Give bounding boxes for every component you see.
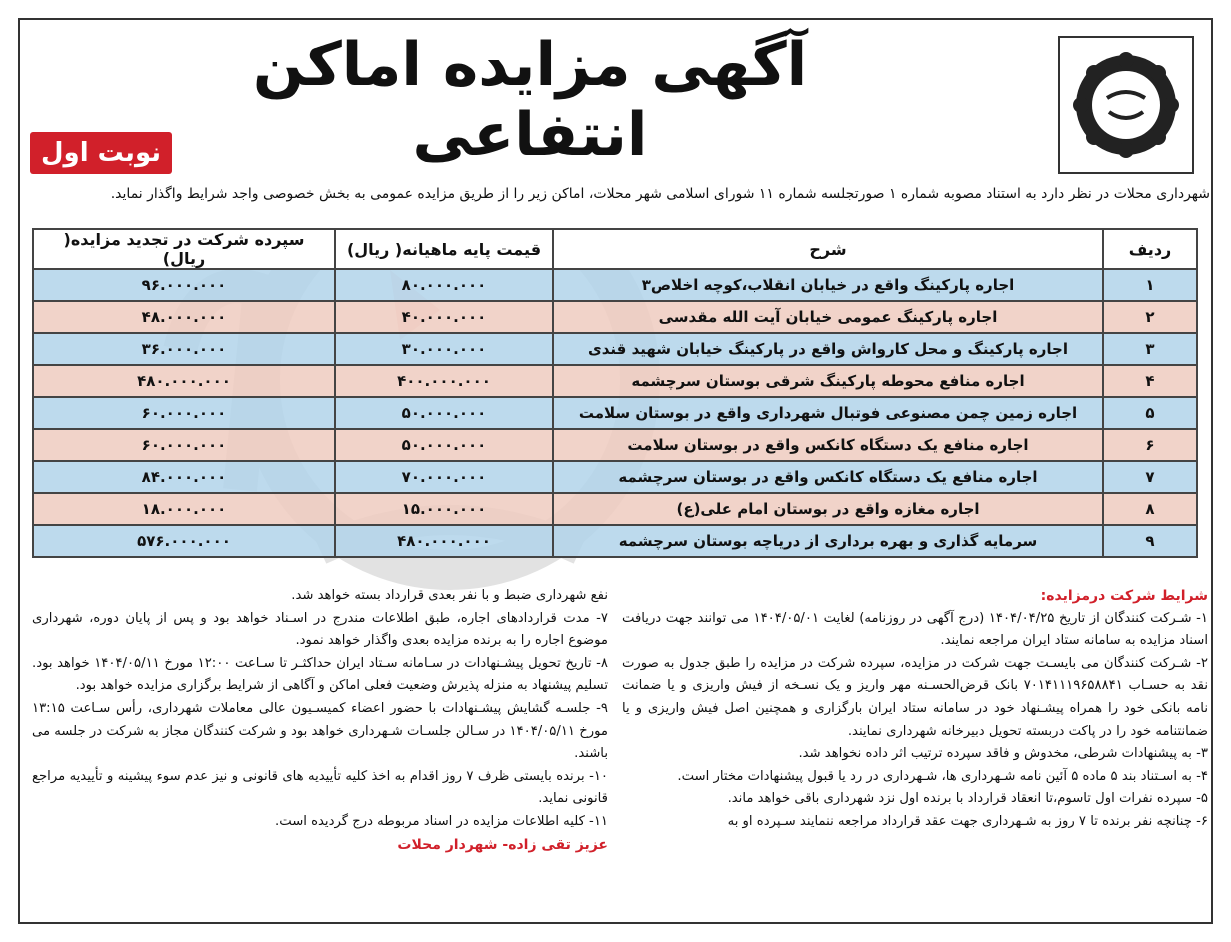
row-base-price: ۴۸۰.۰۰۰.۰۰۰ <box>335 525 553 557</box>
table-row <box>33 333 1197 365</box>
municipality-logo <box>1058 36 1194 174</box>
condition-item: ۵- سپرده نفرات اول تاسوم،تا انعقاد قرارداد با برنده اول نزد شهرداری باقی خواهد ماند. <box>727 791 1208 807</box>
row-desc: اجاره پارکینگ و محل کارواش واقع در پارکینگ خیابان شهید قندی <box>553 333 1103 365</box>
row-base-price: ۷۰.۰۰۰.۰۰۰ <box>335 461 553 493</box>
auction-table <box>32 228 1198 558</box>
condition-item: ۹- جلسـه گشایش پیشـنهادات با حضور اعضاء کمیسـیون عالی معاملات شهرداری، رأس سـاعت ۱۳:۱۵ مورخ ۱۴۰۴/۰۵/۱۱ در سـالن جلسـات شـهرداری خواهد بود و شرکت کنندگان مجاز به شرکت در جلسه می باشند. <box>32 700 608 762</box>
condition-item: ۸- تاریخ تحویل پیشـنهادات در سـامانه سـتاد ایران حداکثـر تا سـاعت ۱۲:۰۰ مورخ ۱۴۰۴/۰۵/۱۱ خواهد بود. تسلیم پیشنهاد به منزله پذیرش وضعیت فعلی اماکن و آگاهی از شرایط برگزاری مزایده خواهد بود. <box>32 655 608 694</box>
row-base-price: ۵۰.۰۰۰.۰۰۰ <box>335 429 553 461</box>
row-desc: اجاره پارکینگ واقع در خیابان انقلاب،کوچه اخلاص۳ <box>553 269 1103 301</box>
row-desc: اجاره مغازه واقع در بوستان امام علی(ع) <box>553 493 1103 525</box>
row-deposit: ۶۰.۰۰۰.۰۰۰ <box>33 397 335 429</box>
row-base-price: ۵۰.۰۰۰.۰۰۰ <box>335 397 553 429</box>
row-deposit: ۴۸۰.۰۰۰.۰۰۰ <box>33 365 335 397</box>
table-row <box>33 365 1197 397</box>
row-deposit: ۵۷۶.۰۰۰.۰۰۰ <box>33 525 335 557</box>
mayor-signature: عزیز تقی زاده- شهردار محلات <box>397 836 608 853</box>
row-base-price: ۴۰۰.۰۰۰.۰۰۰ <box>335 365 553 397</box>
row-index: ۷ <box>1103 461 1197 493</box>
row-base-price: ۳۰.۰۰۰.۰۰۰ <box>335 333 553 365</box>
col-header-index: ردیف <box>1103 229 1197 269</box>
row-deposit: ۱۸.۰۰۰.۰۰۰ <box>33 493 335 525</box>
row-deposit: ۶۰.۰۰۰.۰۰۰ <box>33 429 335 461</box>
table-row <box>33 525 1197 557</box>
intro-paragraph: شهرداری محلات در نظر دارد به استناد مصوبه شماره ۱ صورتجلسه شماره ۱۱ شورای اسلامی شهر محلات، اماکن زیر را از طریق مزایده عمومی به بخش خصوصی واجد شرایط واگذار نماید. <box>110 186 1210 202</box>
row-index: ۳ <box>1103 333 1197 365</box>
condition-item: ۳- به پیشنهادات شرطی، مخدوش و فاقد سپرده ترتیب اثر داده نخواهد شد. <box>798 746 1208 762</box>
condition-item: ۶- چنانچه نفر برنده تا ۷ روز به شـهرداری جهت عقد قرارداد مراجعه ننمایند سـپرده او به <box>727 813 1208 829</box>
row-desc: اجاره زمین چمن مصنوعی فوتبال شهرداری واقع در بوستان سلامت <box>553 397 1103 429</box>
table-row <box>33 493 1197 525</box>
conditions-heading: شرایط شرکت درمزایده: <box>1040 588 1208 604</box>
row-index: ۹ <box>1103 525 1197 557</box>
publication-round-badge: نوبت اول <box>30 132 172 174</box>
row-desc: سرمایه گذاری و بهره برداری از دریاچه بوستان سرچشمه <box>553 525 1103 557</box>
row-desc: اجاره پارکینگ عمومی خیابان آیت الله مقدسی <box>553 301 1103 333</box>
condition-item: نفع شهرداری ضبط و با نفر بعدی قرارداد بسته خواهد شد. <box>291 588 608 603</box>
row-index: ۶ <box>1103 429 1197 461</box>
row-base-price: ۴۰.۰۰۰.۰۰۰ <box>335 301 553 333</box>
page-title: آگهی مزایده اماکن انتفاعی <box>252 30 808 170</box>
row-index: ۴ <box>1103 365 1197 397</box>
row-index: ۲ <box>1103 301 1197 333</box>
row-deposit: ۴۸.۰۰۰.۰۰۰ <box>33 301 335 333</box>
col-header-desc: شرح <box>553 229 1103 269</box>
row-deposit: ۳۶.۰۰۰.۰۰۰ <box>33 333 335 365</box>
table-row <box>33 269 1197 301</box>
row-desc: اجاره منافع یک دستگاه کانکس واقع در بوستان سرچشمه <box>553 461 1103 493</box>
table-row <box>33 397 1197 429</box>
row-index: ۸ <box>1103 493 1197 525</box>
row-index: ۱ <box>1103 269 1197 301</box>
row-deposit: ۹۶.۰۰۰.۰۰۰ <box>33 269 335 301</box>
table-row <box>33 301 1197 333</box>
conditions-column-right <box>622 585 1208 834</box>
row-base-price: ۸۰.۰۰۰.۰۰۰ <box>335 269 553 301</box>
condition-item: ۱۱- کلیه اطلاعات مزایده در اسناد مربوطه درج گردیده است. <box>275 813 608 829</box>
row-index: ۵ <box>1103 397 1197 429</box>
table-row <box>33 461 1197 493</box>
row-desc: اجاره منافع محوطه پارکینگ شرقی بوستان سرچشمه <box>553 365 1103 397</box>
conditions-column-left <box>32 585 608 856</box>
row-deposit: ۸۴.۰۰۰.۰۰۰ <box>33 461 335 493</box>
table-row <box>33 429 1197 461</box>
row-desc: اجاره منافع یک دستگاه کانکس واقع در بوستان سلامت <box>553 429 1103 461</box>
logo-emblem-icon <box>1067 46 1185 164</box>
col-header-deposit: سپرده شرکت در تجدید مزایده( ریال) <box>33 229 335 269</box>
condition-item: ۱۰- برنده بایستی ظرف ۷ روز اقدام به اخذ کلیه تأییدیه های قانونی و نیز عدم سوء پیشینه و تأییدیه مراجع قانونی نماید. <box>32 768 608 807</box>
condition-item: ۴- به اسـتناد بند ۵ ماده ۵ آئین نامه شـهرداری ها، شـهرداری در رد یا قبول پیشنهادات مختار است. <box>677 768 1208 784</box>
col-header-base-price: قیمت پایه ماهیانه( ریال) <box>335 229 553 269</box>
condition-item: ۱- شـرکت کنندگان از تاریخ ۱۴۰۴/۰۴/۲۵ (درج آگهی در روزنامه) لغایت ۱۴۰۴/۰۵/۰۱ می توانند جهت دریافت اسناد مزایده به سامانه ستاد ایران مراجعه نمایند. <box>622 610 1208 649</box>
condition-item: ۲- شـرکت کنندگان می بایسـت جهت شرکت در مزایده، سپرده شرکت در مزایده را طبق جدول به صورت نقد به حسـاب ۷۰۱۴۱۱۱۹۶۵۸۸۴۱ بانک قرض‌الحسـنه مهر واریز و یک نسـخه از فیش واریزی و یا ضمانت نامه بانکی خود را همراه پیشـنهاد خود در سامانه ستاد ایران بارگزاری و همچنین اصل فیش واریزی و یا ضمانتنامه خود را در پاکت دربسته تحویل دبیرخانه شهرداری نمایند. <box>622 655 1208 739</box>
table-header-row <box>33 229 1197 269</box>
condition-item: ۷- مدت قراردادهای اجاره، طبق اطلاعات مندرج در اسـناد خواهد بود و پس از پایان دوره، شهرداری موضوع اجاره را به برنده مزایده بعدی واگذار خواهد نمود. <box>32 610 608 649</box>
row-base-price: ۱۵.۰۰۰.۰۰۰ <box>335 493 553 525</box>
